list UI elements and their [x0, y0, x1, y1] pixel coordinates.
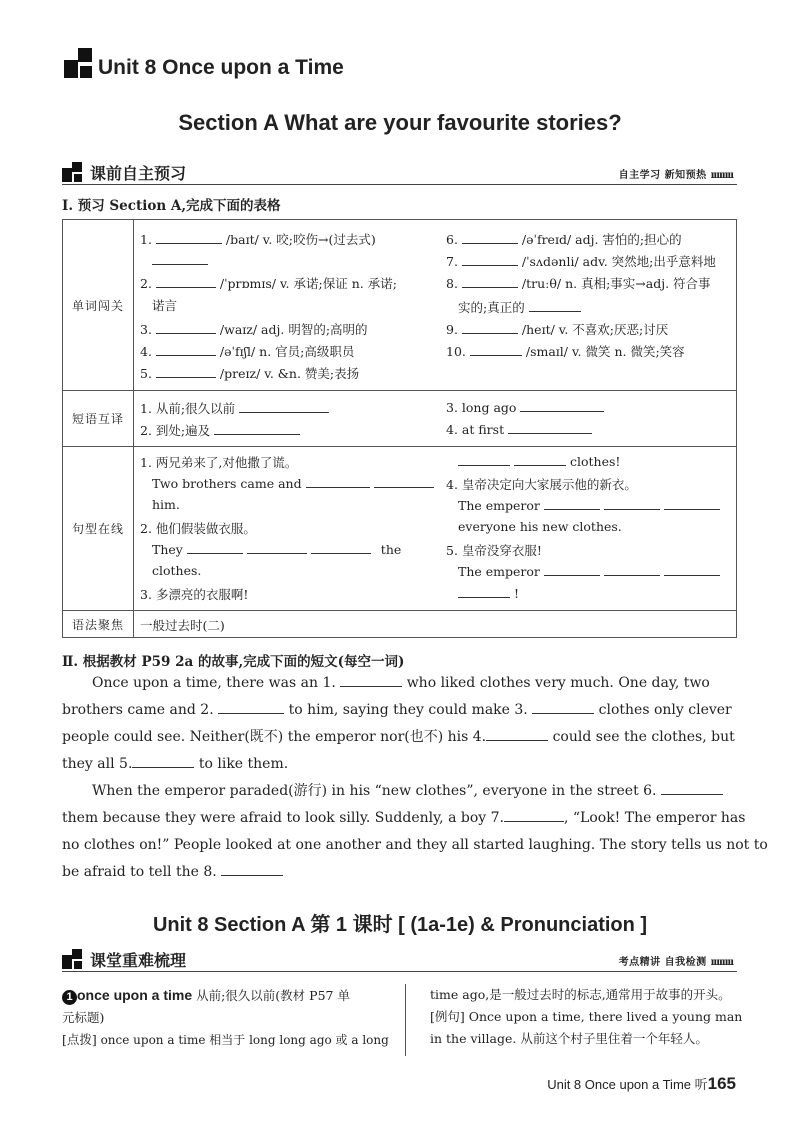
column-divider [405, 984, 406, 1056]
preview-bar-tags: 自主学习 新知预热 [618, 170, 707, 181]
vocab-item: 2. /ˈprɒmɪs/ v. 承诺;保证 n. 承诺; [140, 276, 397, 291]
example-text: Once upon a time, there lived a young man [464, 1009, 743, 1024]
passage-line: them because they were afraid to look silly. Suddenly, a boy 7. , “Look! The emperor has [62, 810, 746, 826]
sentence-cn: 3. 多漂亮的衣服啊! [140, 587, 249, 602]
phrase-item: 4. at first [446, 421, 592, 437]
class-bar-tags: 考点精讲 自我检测 [618, 957, 707, 968]
vocab-item: 1. /baɪt/ v. 咬;咬伤→(过去式) [140, 232, 376, 247]
phrase-item: 1. 从前;很久以前 [140, 399, 329, 417]
point1-left [62, 984, 397, 1051]
class-bar [62, 947, 737, 972]
point-number-icon: 1 [62, 990, 77, 1005]
lesson-title: Unit 8 Section A 第 1 课时 [ (1a-1e) & Pronunciation ] [152, 914, 648, 936]
tip-label: [点拨] [62, 1032, 97, 1047]
vocab-item: 8. /truːθ/ n. 真相;事实→adj. 符合事 [446, 276, 711, 291]
vocab-item: 3. /waɪz/ adj. 明智的;高明的 [140, 322, 368, 337]
preview-bar-label: 课前自主预习 [90, 164, 187, 183]
vocab-cell [134, 220, 737, 391]
passage-line: Once upon a time, there was an 1. who liked clothes very much. One day, two [92, 675, 710, 691]
point1-right [430, 984, 743, 1050]
example-text-cont: in the village. 从前这个村子里住着一个年轻人。 [430, 1031, 708, 1046]
grammar-category: 语法聚焦 [63, 611, 134, 638]
preview-bar-dots: ıııııııı [710, 170, 733, 181]
sentence-cn: 5. 皇帝没穿衣服! [446, 543, 542, 558]
sentence-cn: 4. 皇帝决定向大家展示他的新衣。 [446, 477, 637, 492]
phrase-item: 3. long ago [446, 399, 604, 415]
page-number: 165 [707, 1074, 736, 1093]
sentence-en: him. [152, 497, 180, 512]
sentence-en: everyone his new clothes. [458, 519, 622, 534]
grammar-text: 一般过去时(二) [140, 618, 225, 633]
point-phrase: once upon a time [77, 987, 193, 1003]
sentence-cn: 2. 他们假装做衣服。 [140, 521, 256, 536]
example-label: [例句] [430, 1009, 465, 1024]
bar-logo-icon [62, 162, 84, 182]
tip-text-cont: time ago,是一般过去时的标志,通常用于故事的开头。 [430, 987, 731, 1002]
sentence-en: clothes. [152, 563, 202, 578]
sentence-en: They the [152, 542, 402, 557]
vocab-item: 10. /smaɪl/ v. 微笑 n. 微笑;笑容 [446, 344, 685, 359]
sentence-en: clothes! [458, 453, 620, 469]
point-meaning: 从前;很久以前(教材 P57 单 [192, 988, 350, 1003]
class-bar-dots: ıııııııı [710, 957, 733, 968]
phrases-cell [134, 391, 737, 447]
vocab-category: 单词闯关 [63, 220, 134, 391]
sentence-en: ! [458, 585, 519, 601]
passage-line: they all 5. to like them. [62, 756, 289, 772]
phrase-item: 2. 到处;遍及 [140, 421, 300, 439]
point-meaning-cont: 元标题) [62, 1010, 105, 1025]
part1-heading: Ⅰ. 预习 Section A,完成下面的表格 [62, 198, 281, 214]
unit-title: Unit 8 Once upon a Time [98, 56, 344, 79]
vocab-item: 5. /preɪz/ v. &n. 赞美;表扬 [140, 366, 360, 381]
vocab-item: 7. /ˈsʌdənli/ adv. 突然地;出乎意料地 [446, 254, 716, 269]
sentences-cell [134, 447, 737, 611]
bar-logo-icon [62, 949, 84, 969]
sentence-en: The emperor [458, 563, 720, 579]
sentence-en: Two brothers came and [152, 475, 434, 491]
section-title: Section A What are your favourite stories? [178, 110, 622, 135]
vocab-item: 9. /heɪt/ v. 不喜欢;厌恶;讨厌 [446, 322, 669, 337]
tip-text: once upon a time 相当于 long long ago 或 a long [96, 1033, 389, 1047]
preview-table [62, 219, 737, 638]
phrases-category: 短语互译 [63, 391, 134, 447]
passage-line: no clothes on!” People looked at one another and they all started laughing. The story tells us not to [62, 837, 768, 853]
part2-heading: Ⅱ. 根据教材 P59 2a 的故事,完成下面的短文(每空一词) [62, 654, 405, 670]
passage-line: be afraid to tell the 8. [62, 859, 283, 886]
passage-line: people could see. Neither(既不) the emperor nor(也不) his 4. could see the clothes, but [62, 729, 735, 745]
passage-line: brothers came and 2. to him, saying they could make 3. clothes only clever [62, 702, 732, 718]
sentence-cn: 1. 两兄弟来了,对他撒了谎。 [140, 455, 298, 470]
page-footer [547, 1074, 736, 1094]
vocab-item-cont: 实的;真正的 [458, 298, 581, 316]
story-passage [62, 670, 768, 890]
footer-text: Unit 8 Once upon a Time 听 [547, 1077, 708, 1092]
vocab-item: 6. /əˈfreɪd/ adj. 害怕的;担心的 [446, 232, 682, 247]
vocab-item-cont: 诺言 [152, 298, 178, 313]
passage-line: When the emperor paraded(游行) in his “new clothes”, everyone in the street 6. [92, 778, 723, 805]
vocab-item: 4. /əˈfɪʃl/ n. 官员;高级职员 [140, 344, 355, 359]
preview-bar [62, 160, 737, 185]
grammar-cell [134, 611, 737, 638]
sentence-en: The emperor [458, 497, 720, 513]
class-bar-label: 课堂重难梳理 [90, 951, 187, 970]
sentences-category: 句型在线 [63, 447, 134, 611]
